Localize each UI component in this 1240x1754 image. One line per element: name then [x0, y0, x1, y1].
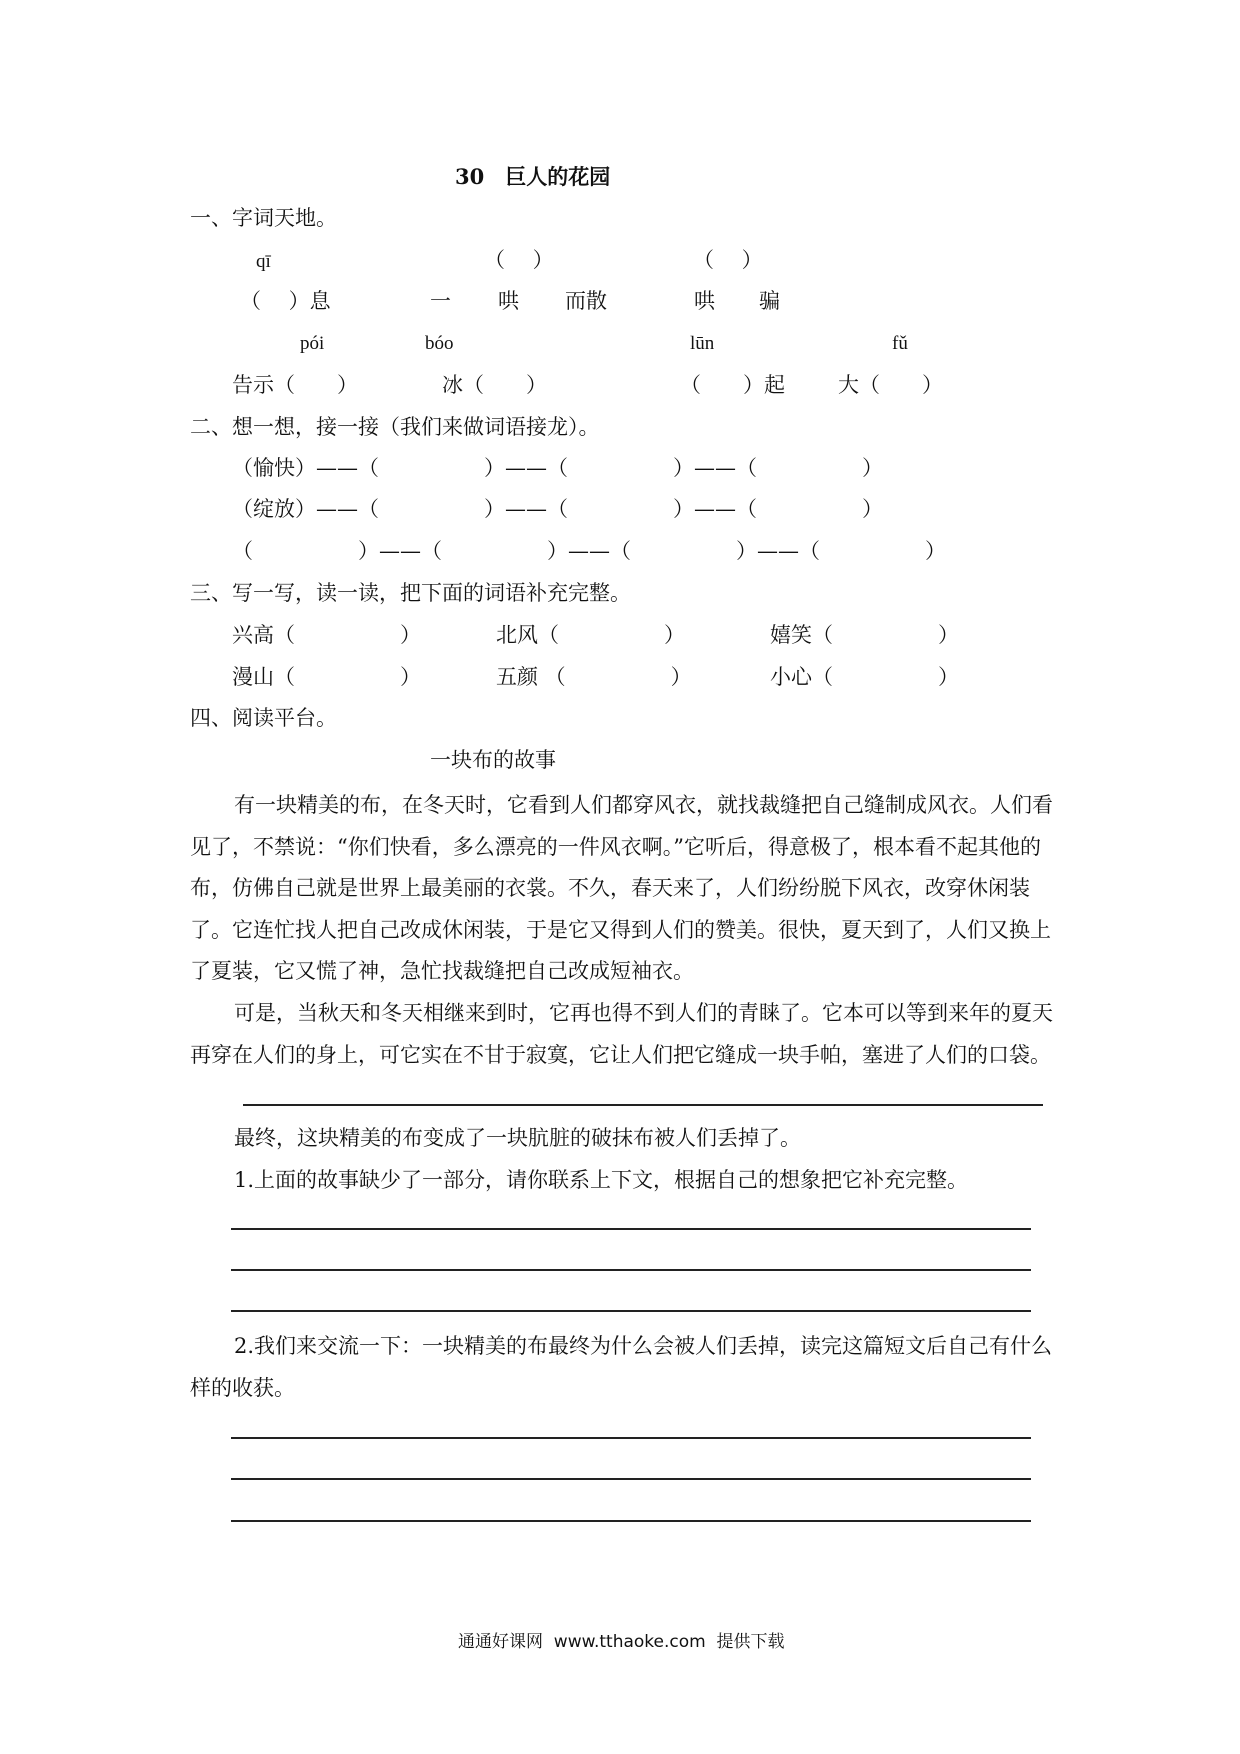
word-xi[interactable]: （ ）息	[240, 289, 331, 313]
idiom-xixiao[interactable]: 嬉笑（ ）	[770, 623, 959, 647]
story-paragraph-2-text: 可是，当秋天和冬天相继来到时，它再也得不到人们的青睐了。它本可以等到来年的夏天再穿在人们的身上，可它实在不甘于寂寞，它让人们把它缝成一块手帕，塞进了人们的口袋。	[190, 1001, 1053, 1067]
story-paragraph-2	[190, 993, 1060, 1076]
chain-2[interactable]: （绽放）——（ ）——（ ）——（ ）	[232, 497, 883, 521]
story-paragraph-1	[190, 785, 1060, 993]
word-pian: 骗	[759, 289, 780, 313]
answer-line-2-3[interactable]	[231, 1520, 1031, 1522]
word-hong1: 哄	[498, 289, 519, 313]
story-missing-part-line[interactable]	[243, 1104, 1043, 1106]
section1-heading: 一、字词天地。	[190, 206, 337, 230]
story-title: 一块布的故事	[430, 748, 556, 772]
blank-hong[interactable]: （ ）	[693, 248, 763, 272]
story-paragraph-1-text: 有一块精美的布，在冬天时，它看到人们都穿风衣，就找裁缝把自己缝制成风衣。人们看见了，不禁说：“你们快看，多么漂亮的一件风衣啊。”它听后，得意极了，根本看不起其他的布，仿佛自己就是世界上最美丽的衣裳。不久，春天来了，人们纷纷脱下风衣，改穿休闲装了。它连忙找人把自己改成休闲装，于是它又得到人们的赞美。很快，夏天到了，人们又换上了夏装，它又慌了神，急忙找裁缝把自己改成短袖衣。	[190, 793, 1053, 983]
pinyin-fu: fǔ	[892, 333, 908, 354]
word-da[interactable]: 大（ ）	[838, 373, 943, 397]
blank-yi[interactable]: （ ）	[484, 248, 554, 272]
pinyin-boo: bóo	[425, 333, 454, 354]
word-yi: 一	[430, 289, 451, 313]
idiom-wuyan[interactable]: 五颜 （ ）	[496, 665, 692, 689]
answer-line-2-2[interactable]	[231, 1478, 1031, 1480]
word-ersan: 而散	[565, 289, 607, 313]
idiom-xiaoxin[interactable]: 小心（ ）	[770, 665, 959, 689]
section4-heading: 四、阅读平台。	[190, 706, 337, 730]
story-paragraph-3	[190, 1118, 1060, 1160]
word-qi[interactable]: （ ）起	[680, 373, 785, 397]
question-2-text: 2.我们来交流一下：一块精美的布最终为什么会被人们丢掉，读完这篇短文后自己有什么样的收获。	[190, 1334, 1053, 1400]
idiom-xinggao[interactable]: 兴高（ ）	[232, 623, 421, 647]
chain-1[interactable]: （愉快）——（ ）——（ ）——（ ）	[232, 456, 883, 480]
answer-line-1-1[interactable]	[231, 1228, 1031, 1230]
answer-line-1-2[interactable]	[231, 1269, 1031, 1271]
idiom-manshan[interactable]: 漫山（ ）	[232, 665, 421, 689]
pinyin-poi: pói	[300, 333, 325, 354]
story-paragraph-3-text: 最终，这块精美的布变成了一块肮脏的破抹布被人们丢掉了。	[234, 1126, 801, 1150]
pinyin-qi: qī	[256, 251, 271, 272]
question-2	[190, 1326, 1060, 1409]
word-gaoshi[interactable]: 告示（ ）	[232, 373, 358, 397]
section2-heading: 二、想一想，接一接（我们来做词语接龙）。	[190, 415, 600, 439]
word-hong2: 哄	[694, 289, 715, 313]
page-title: 30 巨人的花园	[455, 164, 611, 189]
page-footer: 通通好课网 www.tthaoke.com 提供下载	[458, 1632, 785, 1652]
idiom-beifeng[interactable]: 北风（ ）	[496, 623, 685, 647]
question-1-text: 1.上面的故事缺少了一部分，请你联系上下文，根据自己的想象把它补充完整。	[234, 1168, 969, 1192]
chain-3[interactable]: （ ）——（ ）——（ ）——（ ）	[232, 539, 946, 563]
word-bing[interactable]: 冰（ ）	[442, 373, 547, 397]
pinyin-lun: lūn	[690, 333, 715, 354]
answer-line-1-3[interactable]	[231, 1310, 1031, 1312]
answer-line-2-1[interactable]	[231, 1437, 1031, 1439]
section3-heading: 三、写一写，读一读，把下面的词语补充完整。	[190, 581, 631, 605]
question-1	[190, 1160, 1060, 1202]
